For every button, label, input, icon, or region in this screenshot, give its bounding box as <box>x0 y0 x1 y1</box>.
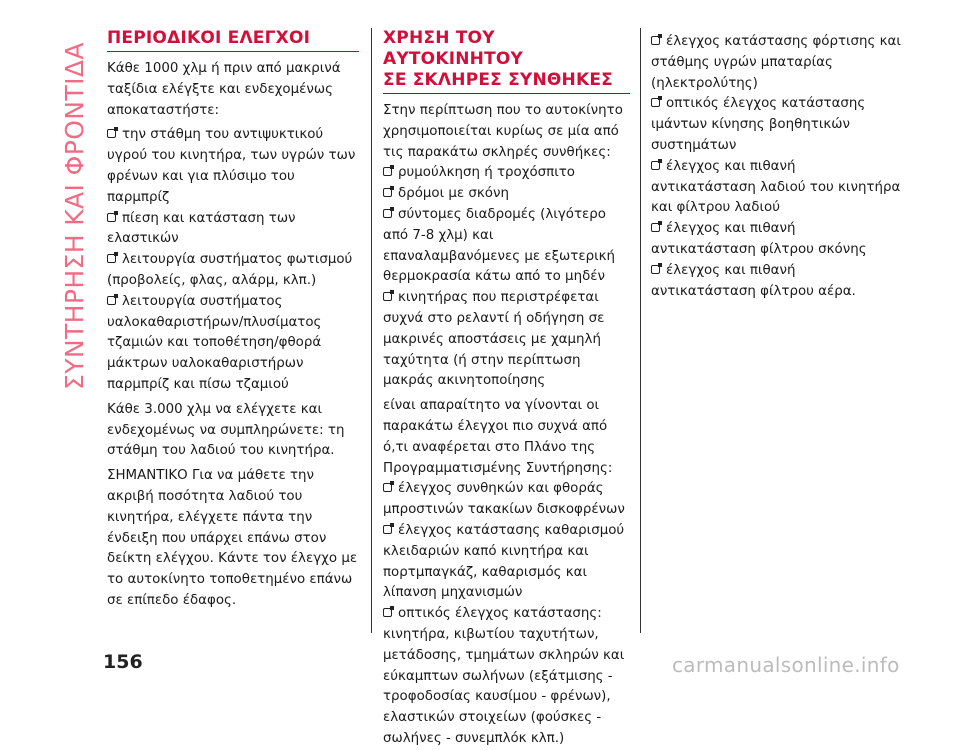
list-item: κινητήρας που περιστρέφεται συχνά στο ρελαντί ή οδήγηση σε μακρινές αποστάσεις με χαμηλή ταχύτητα (ή στην περίπτωση μακράς ακινητοποίησης <box>383 290 605 389</box>
bullet-box-icon <box>383 188 392 197</box>
bullet-box-icon <box>383 292 392 301</box>
list-item: οπτικός έλεγχος κατάστασης ιμάντων κίνησης βοηθητικών συστημάτων <box>651 96 866 153</box>
bullet-box-icon <box>383 483 392 492</box>
bullet-box-icon <box>651 161 660 170</box>
list-item: την στάθμη του αντιψυκτικού υγρού του κινητήρα, των υγρών των φρένων και για πλύσιμο του παρμπρίζ <box>107 127 356 205</box>
list-item: λειτουργία συστήματος φωτισμού (προβολείς, φλας, αλάρμ, κλπ.) <box>107 252 353 288</box>
bullet-box-icon <box>383 608 392 617</box>
column-divider <box>371 28 372 633</box>
watermark: carmanualsonline.info <box>672 653 900 677</box>
paragraph-intro: Κάθε 1000 χλμ ή πριν από μακρινά ταξίδια ελέγξτε και ενδεχομένως αποκαταστήστε: <box>107 61 341 118</box>
column-periodic-checks <box>107 28 359 616</box>
list-item: λειτουργία συστήματος υαλοκαθαριστήρων/πλυσίματος τζαμιών και τοποθέτηση/φθορά μάκτρων υαλοκαθαριστήρων παρμπρίζ και πίσω τζαμιού <box>107 293 322 392</box>
paragraph-3000km: Κάθε 3.000 χλμ να ελέγχετε και ενδεχομένως να συμπληρώνετε: τη στάθμη του λαδιού του κινητήρα. <box>107 401 345 459</box>
heading-periodic-checks: ΠΕΡΙΟΔΙΚΟΙ ΕΛΕΓΧΟΙ <box>107 28 359 52</box>
bullet-box-icon <box>651 265 660 274</box>
column-divider <box>640 28 641 633</box>
column-severe-conditions <box>383 28 630 750</box>
list-item: έλεγχος κατάστασης καθαρισμού κλειδαριών καπό κινητήρα και πορτμπαγκάζ, καθαρισμός και λίπανση μηχανισμών <box>383 522 625 601</box>
bullet-box-icon <box>383 167 392 176</box>
column-checks-continued <box>651 32 901 302</box>
heading-severe-conditions: ΧΡΗΣΗ ΤΟΥ ΑΥΤΟΚΙΝΗΤΟΥ ΣΕ ΣΚΛΗΡΕΣ ΣΥΝΘΗΚΕΣ <box>383 28 630 94</box>
paragraph-more-often: είναι απαραίτητο να γίνονται οι παρακάτω έλεγχοι πιο συχνά από ό,τι αναφέρεται στο Πλάνο της Προγραμματισμένης Συντήρησης: <box>383 398 613 476</box>
list-item: πίεση και κατάσταση των ελαστικών <box>107 210 296 247</box>
bullet-box-icon <box>383 525 392 534</box>
section-side-title <box>52 30 92 670</box>
bullet-box-icon <box>651 223 660 232</box>
bullet-box-icon <box>651 98 660 107</box>
list-item: ρυμούλκηση ή τροχόσπιτο <box>383 163 630 184</box>
bullet-box-icon <box>107 213 116 222</box>
list-item: οπτικός έλεγχος κατάστασης: κινητήρα, κιβωτίου ταχυτήτων, μετάδοσης, τμημάτων σκληρών και εύκαμπτων σωλήνων (εξάτμισης - τροφοδοσίας καυσίμου - φρένων), ελαστικών στοιχείων (φούσκες - σωλήνες - συνεμπλόκ κλπ.) <box>383 606 625 746</box>
side-title-text: ΣΥΝΤΗΡΗΣΗ ΚΑΙ ΦΡΟΝΤΙΔΑ <box>60 42 89 390</box>
list-item: έλεγχος και πιθανή αντικατάσταση φίλτρου σκόνης <box>651 221 867 257</box>
list-item: σύντομες διαδρομές (λιγότερο από 7-8 χλμ) και επαναλαμβανόμενες με εξωτερική θερμοκρασία κάτω από το μηδέν <box>383 206 615 285</box>
paragraph-intro: Στην περίπτωση που το αυτοκίνητο χρησιμοποιείται κυρίως σε μία από τις παρακάτω σκληρές συνθήκες: <box>383 103 623 160</box>
paragraph-important: ΣΗΜΑΝΤΙΚΟ Για να μάθετε την ακριβή ποσότητα λαδιού του κινητήρα, ελέγχετε πάντα την ένδειξη που υπάρχει επάνω στον δείκτη ελέγχου. Κάντε τον έλεγχο με το αυτοκίνητο τοποθετημένο επάνω σε επίπεδο έδαφος. <box>107 468 358 608</box>
bullet-box-icon <box>107 296 116 305</box>
page-number: 156 <box>103 651 143 673</box>
list-item: έλεγχος κατάστασης φόρτισης και στάθμης υγρών μπαταρίας (ηλεκτρολύτης) <box>651 34 901 91</box>
list-item: έλεγχος και πιθανή αντικατάσταση φίλτρου αέρα. <box>651 262 856 299</box>
bullet-box-icon <box>383 209 392 218</box>
list-item: δρόμοι με σκόνη <box>383 184 630 205</box>
bullet-box-icon <box>107 254 116 263</box>
bullet-box-icon <box>651 36 660 45</box>
bullet-box-icon <box>107 129 116 138</box>
list-item: έλεγχος συνθηκών και φθοράς μπροστινών τακακίων δισκοφρένων <box>383 481 625 518</box>
list-item: έλεγχος και πιθανή αντικατάσταση λαδιού του κινητήρα και φίλτρου λαδιού <box>651 158 901 216</box>
